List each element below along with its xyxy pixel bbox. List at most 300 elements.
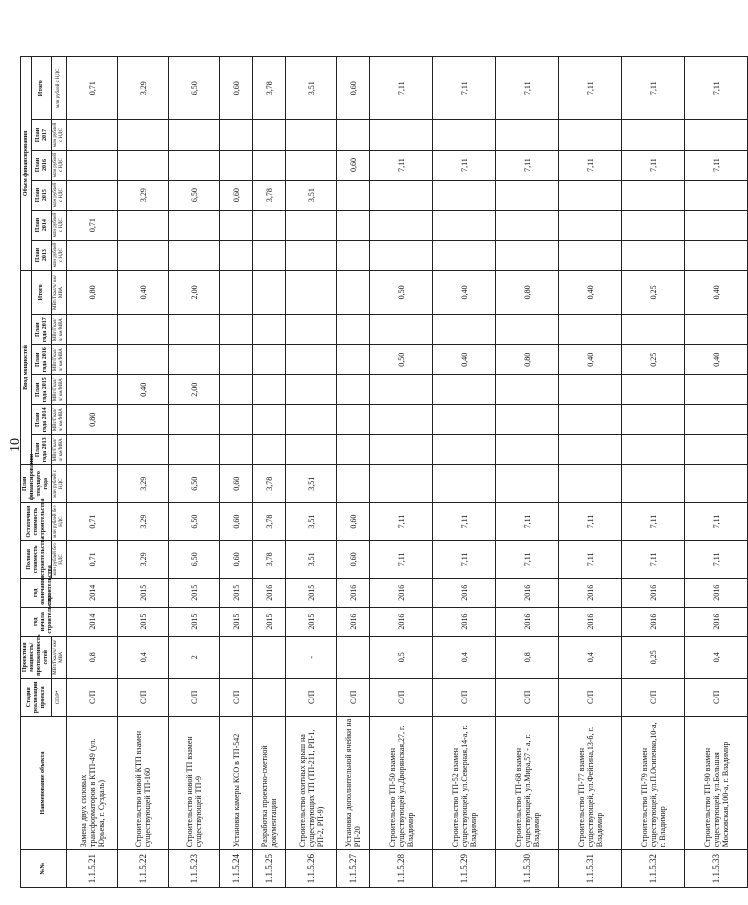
row-residual: 3,51: [286, 503, 337, 541]
row-cap-year: [559, 405, 622, 435]
row-cap-year: [67, 345, 118, 375]
row-num: 1.1.5.32: [622, 850, 685, 888]
header-full-cost: Полная стоимость строительства: [21, 540, 52, 578]
row-residual: 7,11: [370, 503, 433, 541]
row-cap-year: 0,25: [622, 345, 685, 375]
header-fin-year: План 2014: [32, 210, 52, 240]
header-cap-year: План года 2014: [32, 405, 52, 435]
header-capacity: Проектная мощность/ протяженность сетей: [21, 636, 52, 678]
row-fin-year: [370, 240, 433, 270]
row-fin-year: [622, 210, 685, 240]
row-cap-year: [118, 345, 169, 375]
row-num: 1.1.5.30: [496, 850, 559, 888]
row-fin-total: 3,29: [118, 57, 169, 120]
header-stage-unit: СП/Р*: [52, 678, 67, 716]
row-residual: 7,11: [496, 503, 559, 541]
row-name: Установка дополнительной ячейки на РП-20: [337, 716, 370, 849]
row-fin-year: [370, 120, 433, 150]
header-fin-unit: млн рублей с НДС: [52, 150, 67, 180]
row-cap-year: [685, 435, 748, 465]
row-fin-year: [496, 240, 559, 270]
row-cap-year: [433, 405, 496, 435]
row-name: Установка камеры КСО в ТП-542: [220, 716, 253, 849]
row-cap-total: 0,40: [433, 270, 496, 315]
row-cap-year: [496, 315, 559, 345]
row-num: 1.1.5.22: [118, 850, 169, 888]
row-fin-year: [559, 180, 622, 210]
row-fin-year: 6,50: [169, 180, 220, 210]
row-capacity: 0,8: [496, 636, 559, 678]
row-stage: С/П: [622, 678, 685, 716]
row-capacity: [337, 636, 370, 678]
row-cap-year: [67, 435, 118, 465]
row-cap-total: 0,40: [118, 270, 169, 315]
row-fin-year: [685, 240, 748, 270]
row-capacity: 0,8: [67, 636, 118, 678]
row-cap-year: [685, 375, 748, 405]
row-fin-year: [496, 180, 559, 210]
row-fin-year: [433, 180, 496, 210]
header-fin-unit: млн рублей с НДС: [52, 240, 67, 270]
row-fin-total: 7,11: [685, 57, 748, 120]
row-cap-total: [286, 270, 337, 315]
row-fin-year: 7,11: [622, 150, 685, 180]
header-cap-year: План года 2015: [32, 375, 52, 405]
row-name: Строительство ТП-90 взамен существующей, ул.Большая Московская,100-а, г. Владимир: [685, 716, 748, 849]
row-stage: С/П: [118, 678, 169, 716]
row-cap-year: 0,40: [685, 345, 748, 375]
row-fin-year: 3,51: [286, 180, 337, 210]
row-cap-year: [622, 375, 685, 405]
row-fin-total: 3,51: [286, 57, 337, 120]
header-residual: Остаточная стоимость строительства: [21, 503, 52, 541]
row-name: Строительство ТП-77 взамен существующей, ул.Фейгина,13-б, г. Владимир: [559, 716, 622, 849]
row-fin-year: [286, 210, 337, 240]
row-capacity: 0,4: [685, 636, 748, 678]
row-fin-total: 7,11: [433, 57, 496, 120]
row-fin-year: 0,71: [67, 210, 118, 240]
row-cap-year: 0,50: [370, 345, 433, 375]
row-full-cost: 0,60: [220, 540, 253, 578]
row-cap-year: [433, 375, 496, 405]
row-year-end: 2016: [433, 578, 496, 607]
row-cap-year: [220, 315, 253, 345]
row-cap-total: [337, 270, 370, 315]
header-cap-unit: МВт/Гкал/ч/ км/МВА: [52, 405, 67, 435]
header-fin-total: Итого: [32, 57, 52, 120]
table-row: [67, 57, 118, 888]
row-name: Строительство новой ТП взамен существующей ТП-9: [169, 716, 220, 849]
row-year-start: 2016: [496, 607, 559, 636]
row-cap-year: 0,80: [496, 345, 559, 375]
row-stage: С/П: [67, 678, 118, 716]
table-row: [622, 57, 685, 888]
row-cap-year: [337, 375, 370, 405]
row-fin-year: 7,11: [559, 150, 622, 180]
row-fin-year: [118, 120, 169, 150]
header-year-start: год начала строительства: [21, 607, 67, 636]
row-cap-year: [118, 435, 169, 465]
row-fin-total: 7,11: [370, 57, 433, 120]
row-cap-year: [559, 375, 622, 405]
row-num: 1.1.5.31: [559, 850, 622, 888]
row-cap-year: 0,40: [433, 345, 496, 375]
table-row: [559, 57, 622, 888]
row-capacity: 0,5: [370, 636, 433, 678]
row-fin-year: 0,60: [337, 150, 370, 180]
row-fin-year: [337, 180, 370, 210]
row-year-start: 2016: [685, 607, 748, 636]
row-fin-year: 3,29: [118, 180, 169, 210]
row-fin-year: [496, 120, 559, 150]
row-stage: С/П: [559, 678, 622, 716]
row-residual: 3,78: [253, 503, 286, 541]
row-capacity: 0,25: [622, 636, 685, 678]
row-num: 1.1.5.28: [370, 850, 433, 888]
row-name: Строительство ТП-68 взамен существующей, ул.Мира,57 - а, г. Владимир: [496, 716, 559, 849]
row-stage: С/П: [496, 678, 559, 716]
row-fin-year: [337, 120, 370, 150]
row-cap-year: [67, 375, 118, 405]
row-year-start: 2015: [169, 607, 220, 636]
row-fin-year: 7,11: [433, 150, 496, 180]
header-num: №№: [21, 850, 67, 888]
header-stage: Стадия реализации проекта: [21, 678, 52, 716]
header-plan-fin-unit: млн рублей с НДС: [52, 465, 67, 503]
row-cap-year: [220, 375, 253, 405]
row-fin-year: [559, 120, 622, 150]
table-row: [220, 57, 253, 888]
row-plan-fin: 3,29: [118, 465, 169, 503]
header-fin-year: План 2017: [32, 120, 52, 150]
row-cap-year: [622, 435, 685, 465]
row-plan-fin: [685, 465, 748, 503]
row-full-cost: 0,71: [67, 540, 118, 578]
row-cap-year: 0,80: [67, 405, 118, 435]
row-stage: [253, 678, 286, 716]
row-full-cost: 3,51: [286, 540, 337, 578]
rotated-table-container: [0, 45, 730, 905]
row-fin-total: 7,11: [496, 57, 559, 120]
row-cap-year: [559, 435, 622, 465]
page-number: 10: [8, 438, 23, 452]
row-fin-year: [67, 240, 118, 270]
row-fin-total: 6,50: [169, 57, 220, 120]
row-year-start: 2016: [559, 607, 622, 636]
row-cap-year: [622, 315, 685, 345]
row-cap-year: [220, 345, 253, 375]
row-year-start: 2014: [67, 607, 118, 636]
row-capacity: 2: [169, 636, 220, 678]
row-year-start: 2016: [337, 607, 370, 636]
row-fin-year: [433, 210, 496, 240]
row-year-start: 2016: [622, 607, 685, 636]
header-cap-year: План года 2013: [32, 435, 52, 465]
row-fin-year: [433, 240, 496, 270]
row-fin-year: [253, 240, 286, 270]
header-residual-unit: млн рублей без НДС: [52, 503, 67, 541]
row-cap-year: [337, 345, 370, 375]
row-cap-year: [433, 315, 496, 345]
row-cap-total: [220, 270, 253, 315]
row-fin-year: [622, 240, 685, 270]
row-cap-year: [337, 435, 370, 465]
row-full-cost: 7,11: [622, 540, 685, 578]
row-residual: 6,50: [169, 503, 220, 541]
row-fin-total: 7,11: [622, 57, 685, 120]
row-num: 1.1.5.25: [253, 850, 286, 888]
row-cap-year: [370, 375, 433, 405]
row-fin-year: [337, 210, 370, 240]
table-header: [21, 57, 67, 888]
row-full-cost: 6,50: [169, 540, 220, 578]
row-plan-fin: [370, 465, 433, 503]
header-fin-year: План 2013: [32, 240, 52, 270]
row-fin-year: [67, 150, 118, 180]
row-cap-total: 0,25: [622, 270, 685, 315]
row-cap-year: [220, 435, 253, 465]
row-fin-year: [253, 150, 286, 180]
row-name: Разработка проектно-сметной документации: [253, 716, 286, 849]
row-year-end: 2016: [337, 578, 370, 607]
row-year-end: 2014: [67, 578, 118, 607]
row-full-cost: 7,11: [370, 540, 433, 578]
row-fin-year: [433, 120, 496, 150]
row-year-start: 2015: [118, 607, 169, 636]
row-fin-year: [685, 120, 748, 150]
row-year-start: 2015: [220, 607, 253, 636]
row-fin-year: [370, 180, 433, 210]
row-stage: С/П: [169, 678, 220, 716]
table-body: [67, 57, 748, 888]
row-name: Строительство ТП-79 взамен существующей, ул.П.Осипенко,10-а, г. Владимир: [622, 716, 685, 849]
row-year-end: 2015: [286, 578, 337, 607]
row-fin-total: 7,11: [559, 57, 622, 120]
header-fin-year: План 2016: [32, 150, 52, 180]
row-residual: 3,29: [118, 503, 169, 541]
row-cap-year: [169, 435, 220, 465]
row-cap-total: 0,40: [559, 270, 622, 315]
row-fin-year: [220, 150, 253, 180]
table-row: [169, 57, 220, 888]
row-cap-year: 2,00: [169, 375, 220, 405]
row-cap-year: [496, 375, 559, 405]
row-cap-year: [169, 315, 220, 345]
row-fin-year: [496, 210, 559, 240]
table-row: [370, 57, 433, 888]
row-fin-year: 7,11: [685, 150, 748, 180]
row-cap-year: [253, 435, 286, 465]
header-fin-year: План 2015: [32, 180, 52, 210]
row-cap-year: [496, 405, 559, 435]
row-cap-year: [685, 405, 748, 435]
row-plan-fin: [559, 465, 622, 503]
row-cap-year: [337, 315, 370, 345]
row-name: Строительство новой КТП взамен существующей ТП-160: [118, 716, 169, 849]
header-fin-unit: млн рублей с НДС: [52, 57, 67, 120]
row-residual: 7,11: [433, 503, 496, 541]
row-year-end: 2016: [496, 578, 559, 607]
row-cap-year: [559, 315, 622, 345]
table-row: [685, 57, 748, 888]
row-fin-year: [286, 240, 337, 270]
row-name: Строительство ТП-50 взамен существующей ул.Дворянская,27, г. Владимир: [370, 716, 433, 849]
row-year-end: 2016: [370, 578, 433, 607]
row-num: 1.1.5.23: [169, 850, 220, 888]
row-stage: С/П: [337, 678, 370, 716]
row-year-start: 2016: [370, 607, 433, 636]
row-year-start: 2016: [433, 607, 496, 636]
row-num: 1.1.5.29: [433, 850, 496, 888]
table-row: [118, 57, 169, 888]
header-cap-unit: МВт/Гкал/ч/ км/МВА: [52, 345, 67, 375]
row-capacity: [253, 636, 286, 678]
row-fin-year: [169, 150, 220, 180]
row-residual: 0,71: [67, 503, 118, 541]
row-residual: 7,11: [559, 503, 622, 541]
row-residual: 7,11: [685, 503, 748, 541]
row-fin-year: [559, 240, 622, 270]
header-cap-unit: МВт/Гкал/ч/ км/МВА: [52, 270, 67, 315]
row-plan-fin: 0,60: [220, 465, 253, 503]
row-plan-fin: [496, 465, 559, 503]
header-capacity-unit: МВт/Гкал/ч/ км/МВА: [52, 636, 67, 678]
row-stage: С/П: [220, 678, 253, 716]
row-cap-year: [118, 315, 169, 345]
row-cap-year: [286, 435, 337, 465]
row-cap-year: [169, 345, 220, 375]
header-cap-total: Итого: [32, 270, 52, 315]
row-year-end: 2016: [685, 578, 748, 607]
table-row: [496, 57, 559, 888]
row-fin-year: [253, 210, 286, 240]
row-cap-year: [286, 375, 337, 405]
row-fin-total: 0,71: [67, 57, 118, 120]
row-capacity: 0,4: [559, 636, 622, 678]
row-year-end: 2016: [622, 578, 685, 607]
row-plan-fin: 6,50: [169, 465, 220, 503]
table-row: [253, 57, 286, 888]
row-fin-year: [685, 210, 748, 240]
row-cap-year: [370, 405, 433, 435]
row-year-end: 2016: [253, 578, 286, 607]
row-full-cost: 0,60: [337, 540, 370, 578]
row-fin-year: [169, 210, 220, 240]
header-plan-fin: План финансирования текущего года: [21, 465, 52, 503]
row-plan-fin: [67, 465, 118, 503]
row-fin-year: [118, 240, 169, 270]
header-cap-year: План года 2017: [32, 315, 52, 345]
row-cap-year: [622, 405, 685, 435]
row-full-cost: 7,11: [559, 540, 622, 578]
row-plan-fin: 3,51: [286, 465, 337, 503]
row-cap-total: 2,00: [169, 270, 220, 315]
row-cap-year: 0,40: [118, 375, 169, 405]
row-fin-year: 0,60: [220, 180, 253, 210]
row-fin-year: [67, 120, 118, 150]
row-capacity: 0,4: [118, 636, 169, 678]
row-fin-year: [67, 180, 118, 210]
row-fin-year: [169, 240, 220, 270]
row-cap-year: [370, 435, 433, 465]
row-full-cost: 7,11: [433, 540, 496, 578]
row-year-start: 2015: [286, 607, 337, 636]
row-cap-year: [433, 435, 496, 465]
header-fin-unit: млн рублей с НДС: [52, 210, 67, 240]
row-cap-year: [67, 315, 118, 345]
row-cap-year: [253, 375, 286, 405]
row-full-cost: 7,11: [496, 540, 559, 578]
row-cap-year: [286, 345, 337, 375]
row-fin-year: 7,11: [496, 150, 559, 180]
table-row: [286, 57, 337, 888]
row-num: 1.1.5.33: [685, 850, 748, 888]
row-num: 1.1.5.26: [286, 850, 337, 888]
row-cap-year: [253, 405, 286, 435]
row-cap-year: [685, 315, 748, 345]
header-capacity-input: Ввод мощностей: [21, 270, 32, 465]
row-stage: С/П: [685, 678, 748, 716]
header-year-end: год окончания строительства: [21, 578, 67, 607]
row-fin-year: [118, 210, 169, 240]
row-fin-year: [118, 150, 169, 180]
row-fin-year: [685, 180, 748, 210]
row-fin-year: [286, 150, 337, 180]
row-cap-year: [496, 435, 559, 465]
row-cap-year: [286, 405, 337, 435]
row-fin-total: 0,60: [220, 57, 253, 120]
row-capacity: 0,4: [433, 636, 496, 678]
row-capacity: [220, 636, 253, 678]
row-cap-year: [337, 405, 370, 435]
row-full-cost: 3,29: [118, 540, 169, 578]
row-name: Строительство охитных крыш на существующих ТП (ТП-211, РП-1, РП-2, РП-9): [286, 716, 337, 849]
header-finance-volume: Объем финансирования: [21, 57, 32, 271]
row-cap-year: 0,40: [559, 345, 622, 375]
row-residual: 7,11: [622, 503, 685, 541]
row-fin-year: [169, 120, 220, 150]
row-capacity: -: [286, 636, 337, 678]
row-year-end: 2016: [559, 578, 622, 607]
investment-table: [20, 56, 748, 888]
row-cap-year: [253, 345, 286, 375]
row-num: 1.1.5.27: [337, 850, 370, 888]
table-row: [433, 57, 496, 888]
header-full-cost-unit: млн рублей без НДС: [52, 540, 67, 578]
header-cap-unit: МВт/Гкал/ч/ км/МВА: [52, 435, 67, 465]
row-plan-fin: [622, 465, 685, 503]
row-cap-year: [118, 405, 169, 435]
header-name: Наименование объекта: [21, 716, 67, 849]
header-fin-unit: млн рублей с НДС: [52, 120, 67, 150]
row-fin-year: 3,78: [253, 180, 286, 210]
row-fin-year: [337, 240, 370, 270]
header-fin-unit: млн рублей с НДС: [52, 180, 67, 210]
row-cap-year: [253, 315, 286, 345]
row-cap-total: 0,80: [496, 270, 559, 315]
row-year-end: 2015: [220, 578, 253, 607]
row-stage: С/П: [370, 678, 433, 716]
row-residual: 0,60: [337, 503, 370, 541]
row-cap-total: 0,40: [685, 270, 748, 315]
row-plan-fin: 3,78: [253, 465, 286, 503]
row-cap-total: 0,80: [67, 270, 118, 315]
row-plan-fin: [337, 465, 370, 503]
row-cap-year: [169, 405, 220, 435]
row-fin-year: [220, 120, 253, 150]
row-cap-total: 0,50: [370, 270, 433, 315]
row-num: 1.1.5.24: [220, 850, 253, 888]
